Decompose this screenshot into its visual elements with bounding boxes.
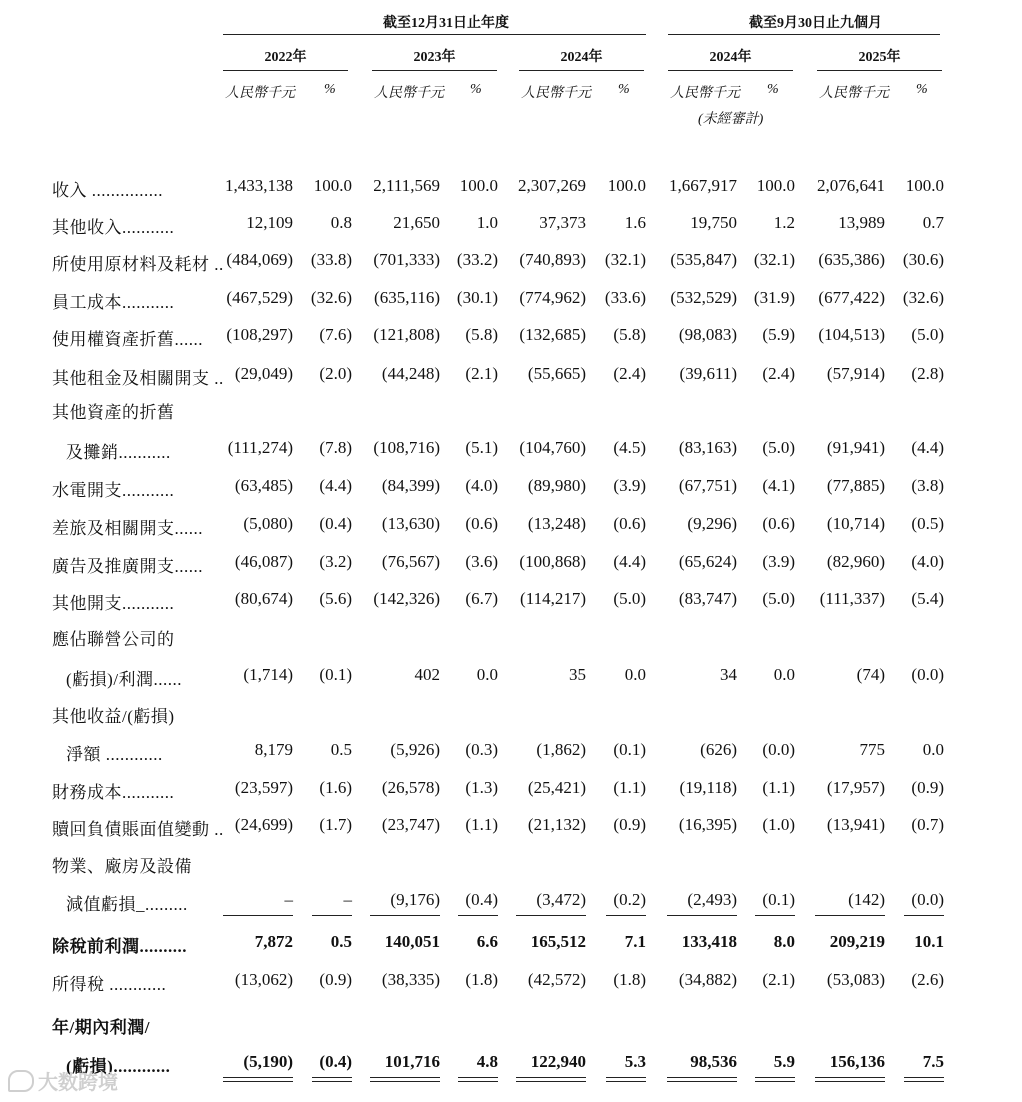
cell-r20-c5: 7.1	[624, 932, 646, 951]
cell-r2-c9: (30.6)	[902, 250, 944, 269]
column-year-4: 2025年	[858, 50, 901, 65]
cell-r8-c5: (3.9)	[613, 476, 646, 495]
cell-r20-c3: 6.6	[476, 932, 498, 951]
cell-r23-c1: (0.4)	[319, 1052, 352, 1071]
cell-r9-c8: (10,714)	[826, 514, 885, 533]
cell-r21-c2: (38,335)	[381, 970, 440, 989]
column-year-rule-2	[519, 70, 644, 71]
cell-r13-c2: 402	[414, 665, 440, 684]
row-label-9: 差旅及相關開支......	[52, 519, 203, 538]
cell-r19-c1: –	[343, 890, 352, 909]
cell-r13-c5: 0.0	[624, 665, 646, 684]
cell-r9-c5: (0.6)	[613, 514, 646, 533]
cell-r20-c6: 133,418	[681, 932, 737, 951]
row-label-3: 員工成本...........	[52, 293, 175, 312]
total-double-rule-pct-4	[904, 1077, 944, 1082]
cell-r19-c5: (0.2)	[613, 890, 646, 909]
cell-r8-c1: (4.4)	[319, 476, 352, 495]
column-year-2: 2024年	[560, 50, 603, 65]
cell-r2-c6: (535,847)	[670, 250, 737, 269]
column-unit-0: 人民幣千元	[225, 86, 295, 101]
cell-r2-c2: (701,333)	[373, 250, 440, 269]
column-year-rule-4	[817, 70, 942, 71]
cell-r16-c4: (25,421)	[527, 778, 586, 797]
cell-r8-c2: (84,399)	[381, 476, 440, 495]
row-label-7: 及攤銷...........	[66, 443, 171, 462]
cell-r17-c0: (24,699)	[234, 815, 293, 834]
cell-r1-c3: 1.0	[476, 213, 498, 232]
subtotal-rule-pct-2	[606, 915, 646, 916]
cell-r7-c4: (104,760)	[519, 438, 586, 457]
cell-r2-c8: (635,386)	[818, 250, 885, 269]
row-label-21: 所得稅 ............	[52, 975, 167, 994]
watermark	[8, 1066, 118, 1095]
cell-r0-c2: 2,111,569	[373, 176, 440, 195]
cell-r11-c9: (5.4)	[911, 589, 944, 608]
cell-r15-c9: 0.0	[922, 740, 944, 759]
cell-r17-c4: (21,132)	[527, 815, 586, 834]
cell-r2-c0: (484,069)	[226, 250, 293, 269]
subtotal-rule-pct-3	[755, 915, 795, 916]
cell-r4-c1: (7.6)	[319, 325, 352, 344]
cell-r0-c0: 1,433,138	[225, 176, 293, 195]
cell-r15-c8: 775	[859, 740, 885, 759]
column-unit-4: 人民幣千元	[819, 86, 889, 101]
cell-r10-c9: (4.0)	[911, 552, 944, 571]
cell-r15-c0: 8,179	[254, 740, 293, 759]
cell-r16-c3: (1.3)	[465, 778, 498, 797]
cell-r11-c5: (5.0)	[613, 589, 646, 608]
cell-r20-c2: 140,051	[384, 932, 440, 951]
cell-r15-c7: (0.0)	[762, 740, 795, 759]
cell-r23-c9: 7.5	[922, 1052, 944, 1071]
row-label-16: 財務成本...........	[52, 783, 175, 802]
cell-r3-c1: (32.6)	[310, 288, 352, 307]
cell-r23-c2: 101,716	[384, 1052, 440, 1071]
cell-r15-c1: 0.5	[330, 740, 352, 759]
cell-r16-c2: (26,578)	[381, 778, 440, 797]
header-group-nine-months: 截至9月30日止九個月	[749, 16, 882, 31]
cell-r17-c8: (13,941)	[826, 815, 885, 834]
cell-r21-c5: (1.8)	[613, 970, 646, 989]
cell-r5-c9: (2.8)	[911, 364, 944, 383]
subtotal-rule-amt-1	[370, 915, 440, 916]
cell-r16-c7: (1.1)	[762, 778, 795, 797]
header-rule-nine-months	[668, 34, 940, 35]
cell-r19-c0: –	[284, 890, 293, 909]
column-pct-3: %	[767, 82, 779, 97]
cell-r9-c1: (0.4)	[319, 514, 352, 533]
cell-r7-c8: (91,941)	[826, 438, 885, 457]
cell-r19-c4: (3,472)	[536, 890, 586, 909]
cell-r3-c4: (774,962)	[519, 288, 586, 307]
cell-r21-c8: (53,083)	[826, 970, 885, 989]
cell-r0-c6: 1,667,917	[669, 176, 737, 195]
cell-r13-c1: (0.1)	[319, 665, 352, 684]
row-label-19: 減值虧損_.........	[66, 895, 188, 914]
total-double-rule-amt-4	[815, 1077, 885, 1082]
cell-r10-c8: (82,960)	[826, 552, 885, 571]
cell-r2-c5: (32.1)	[604, 250, 646, 269]
cell-r15-c5: (0.1)	[613, 740, 646, 759]
cell-r19-c8: (142)	[848, 890, 885, 909]
cell-r11-c2: (142,326)	[373, 589, 440, 608]
cell-r23-c7: 5.9	[773, 1052, 795, 1071]
column-unit-1: 人民幣千元	[374, 86, 444, 101]
row-label-2: 所使用原材料及耗材 ..	[52, 255, 224, 274]
cell-r7-c7: (5.0)	[762, 438, 795, 457]
cell-r4-c5: (5.8)	[613, 325, 646, 344]
cell-r17-c6: (16,395)	[678, 815, 737, 834]
cell-r8-c7: (4.1)	[762, 476, 795, 495]
cell-r8-c0: (63,485)	[234, 476, 293, 495]
cell-r17-c7: (1.0)	[762, 815, 795, 834]
subtotal-rule-amt-0	[223, 915, 293, 916]
cell-r23-c0: (5,190)	[243, 1052, 293, 1071]
cell-r4-c3: (5.8)	[465, 325, 498, 344]
cell-r8-c4: (89,980)	[527, 476, 586, 495]
row-label-1: 其他收入...........	[52, 218, 175, 237]
cell-r5-c7: (2.4)	[762, 364, 795, 383]
subtotal-rule-amt-4	[815, 915, 885, 916]
cell-r0-c5: 100.0	[607, 176, 646, 195]
row-label-14: 其他收益/(虧損)	[52, 707, 175, 726]
cell-r17-c9: (0.7)	[911, 815, 944, 834]
column-year-rule-0	[223, 70, 348, 71]
cell-r2-c7: (32.1)	[753, 250, 795, 269]
cell-r21-c9: (2.6)	[911, 970, 944, 989]
header-group-annual: 截至12月31日止年度	[383, 16, 509, 31]
cell-r13-c7: 0.0	[773, 665, 795, 684]
row-label-23: (虧損)............	[66, 1057, 171, 1076]
watermark-text: 大数跨境	[38, 1070, 118, 1094]
cell-r16-c1: (1.6)	[319, 778, 352, 797]
subtotal-rule-amt-2	[516, 915, 586, 916]
subtotal-rule-pct-4	[904, 915, 944, 916]
cell-r3-c3: (30.1)	[456, 288, 498, 307]
cell-r23-c8: 156,136	[829, 1052, 885, 1071]
cell-r20-c9: 10.1	[914, 932, 944, 951]
cell-r13-c0: (1,714)	[243, 665, 293, 684]
cell-r3-c8: (677,422)	[818, 288, 885, 307]
row-label-13: (虧損)/利潤......	[66, 670, 183, 689]
cell-r19-c9: (0.0)	[911, 890, 944, 909]
cell-r15-c4: (1,862)	[536, 740, 586, 759]
row-label-5: 其他租金及相關開支 ..	[52, 369, 224, 388]
column-pct-4: %	[916, 82, 928, 97]
cell-r1-c7: 1.2	[773, 213, 795, 232]
column-unit-3: 人民幣千元	[670, 86, 740, 101]
cell-r20-c4: 165,512	[530, 932, 586, 951]
cell-r0-c9: 100.0	[905, 176, 944, 195]
total-double-rule-pct-0	[312, 1077, 352, 1082]
column-year-0: 2022年	[264, 50, 307, 65]
cell-r8-c8: (77,885)	[826, 476, 885, 495]
cell-r10-c1: (3.2)	[319, 552, 352, 571]
column-pct-2: %	[618, 82, 630, 97]
cell-r3-c6: (532,529)	[670, 288, 737, 307]
header-rule-annual	[223, 34, 646, 35]
total-double-rule-amt-1	[370, 1077, 440, 1082]
cell-r5-c3: (2.1)	[465, 364, 498, 383]
cell-r19-c7: (0.1)	[762, 890, 795, 909]
row-label-22: 年/期內利潤/	[52, 1018, 150, 1037]
cell-r17-c1: (1.7)	[319, 815, 352, 834]
cell-r4-c6: (98,083)	[678, 325, 737, 344]
row-label-18: 物業、廠房及設備	[52, 857, 192, 876]
cell-r1-c4: 37,373	[539, 213, 586, 232]
cell-r11-c1: (5.6)	[319, 589, 352, 608]
cell-r21-c0: (13,062)	[234, 970, 293, 989]
cell-r13-c4: 35	[569, 665, 586, 684]
cell-r9-c6: (9,296)	[687, 514, 737, 533]
cell-r16-c6: (19,118)	[679, 778, 737, 797]
cell-r7-c9: (4.4)	[911, 438, 944, 457]
cell-r21-c1: (0.9)	[319, 970, 352, 989]
column-year-rule-1	[372, 70, 497, 71]
row-label-4: 使用權資產折舊......	[52, 330, 203, 349]
cell-r23-c6: 98,536	[690, 1052, 737, 1071]
subtotal-rule-pct-0	[312, 915, 352, 916]
column-pct-0: %	[324, 82, 336, 97]
cell-r4-c2: (121,808)	[373, 325, 440, 344]
cell-r15-c3: (0.3)	[465, 740, 498, 759]
cell-r9-c0: (5,080)	[243, 514, 293, 533]
cell-r7-c2: (108,716)	[373, 438, 440, 457]
cell-r1-c0: 12,109	[246, 213, 293, 232]
cell-r7-c3: (5.1)	[465, 438, 498, 457]
column-note-3: (未經審計)	[698, 112, 764, 127]
cell-r1-c6: 19,750	[690, 213, 737, 232]
column-unit-2: 人民幣千元	[521, 86, 591, 101]
column-pct-1: %	[470, 82, 482, 97]
cell-r4-c8: (104,513)	[818, 325, 885, 344]
cell-r10-c7: (3.9)	[762, 552, 795, 571]
cell-r9-c9: (0.5)	[911, 514, 944, 533]
cell-r17-c5: (0.9)	[613, 815, 646, 834]
cell-r23-c4: 122,940	[530, 1052, 586, 1071]
cell-r21-c6: (34,882)	[678, 970, 737, 989]
row-label-11: 其他開支...........	[52, 594, 175, 613]
cell-r21-c3: (1.8)	[465, 970, 498, 989]
cell-r3-c5: (33.6)	[604, 288, 646, 307]
cell-r1-c2: 21,650	[393, 213, 440, 232]
cell-r23-c5: 5.3	[624, 1052, 646, 1071]
cell-r7-c6: (83,163)	[678, 438, 737, 457]
cell-r4-c7: (5.9)	[762, 325, 795, 344]
cell-r10-c4: (100,868)	[519, 552, 586, 571]
cell-r5-c4: (55,665)	[527, 364, 586, 383]
cell-r20-c8: 209,219	[829, 932, 885, 951]
cell-r5-c2: (44,248)	[381, 364, 440, 383]
cell-r1-c5: 1.6	[624, 213, 646, 232]
cell-r0-c4: 2,307,269	[518, 176, 586, 195]
total-double-rule-pct-1	[458, 1077, 498, 1082]
row-label-10: 廣告及推廣開支......	[52, 557, 203, 576]
cell-r2-c3: (33.2)	[456, 250, 498, 269]
cell-r23-c3: 4.8	[476, 1052, 498, 1071]
cell-r1-c9: 0.7	[922, 213, 944, 232]
row-label-6: 其他資產的折舊	[52, 403, 175, 422]
cell-r8-c3: (4.0)	[465, 476, 498, 495]
cell-r8-c6: (67,751)	[678, 476, 737, 495]
cell-r16-c9: (0.9)	[911, 778, 944, 797]
cell-r13-c6: 34	[720, 665, 737, 684]
cell-r5-c6: (39,611)	[679, 364, 737, 383]
cell-r15-c2: (5,926)	[390, 740, 440, 759]
cell-r5-c0: (29,049)	[234, 364, 293, 383]
cell-r5-c8: (57,914)	[826, 364, 885, 383]
cell-r7-c5: (4.5)	[613, 438, 646, 457]
cell-r3-c2: (635,116)	[374, 288, 440, 307]
cell-r0-c7: 100.0	[756, 176, 795, 195]
cell-r1-c1: 0.8	[330, 213, 352, 232]
cell-r16-c8: (17,957)	[826, 778, 885, 797]
total-double-rule-amt-3	[667, 1077, 737, 1082]
cell-r0-c1: 100.0	[313, 176, 352, 195]
cell-r7-c1: (7.8)	[319, 438, 352, 457]
cell-r11-c6: (83,747)	[678, 589, 737, 608]
cell-r2-c1: (33.8)	[310, 250, 352, 269]
cell-r13-c3: 0.0	[476, 665, 498, 684]
cell-r4-c9: (5.0)	[911, 325, 944, 344]
cell-r4-c0: (108,297)	[226, 325, 293, 344]
chat-bubble-icon	[8, 1070, 34, 1092]
cell-r2-c4: (740,893)	[519, 250, 586, 269]
cell-r10-c0: (46,087)	[234, 552, 293, 571]
cell-r10-c6: (65,624)	[678, 552, 737, 571]
cell-r5-c5: (2.4)	[613, 364, 646, 383]
cell-r10-c2: (76,567)	[381, 552, 440, 571]
cell-r20-c0: 7,872	[254, 932, 293, 951]
cell-r11-c3: (6.7)	[465, 589, 498, 608]
subtotal-rule-pct-1	[458, 915, 498, 916]
total-double-rule-pct-2	[606, 1077, 646, 1082]
cell-r7-c0: (111,274)	[227, 438, 293, 457]
cell-r13-c8: (74)	[856, 665, 885, 684]
cell-r10-c5: (4.4)	[613, 552, 646, 571]
cell-r21-c4: (42,572)	[527, 970, 586, 989]
cell-r19-c2: (9,176)	[390, 890, 440, 909]
cell-r9-c2: (13,630)	[381, 514, 440, 533]
total-double-rule-pct-3	[755, 1077, 795, 1082]
cell-r5-c1: (2.0)	[319, 364, 352, 383]
cell-r3-c9: (32.6)	[902, 288, 944, 307]
total-double-rule-amt-0	[223, 1077, 293, 1082]
cell-r16-c0: (23,597)	[234, 778, 293, 797]
cell-r9-c7: (0.6)	[762, 514, 795, 533]
cell-r11-c7: (5.0)	[762, 589, 795, 608]
cell-r15-c6: (626)	[700, 740, 737, 759]
cell-r8-c9: (3.8)	[911, 476, 944, 495]
cell-r0-c8: 2,076,641	[817, 176, 885, 195]
cell-r3-c7: (31.9)	[753, 288, 795, 307]
cell-r17-c2: (23,747)	[381, 815, 440, 834]
cell-r20-c1: 0.5	[330, 932, 352, 951]
cell-r11-c0: (80,674)	[234, 589, 293, 608]
cell-r9-c4: (13,248)	[527, 514, 586, 533]
cell-r19-c3: (0.4)	[465, 890, 498, 909]
cell-r13-c9: (0.0)	[911, 665, 944, 684]
cell-r1-c8: 13,989	[838, 213, 885, 232]
cell-r3-c0: (467,529)	[226, 288, 293, 307]
row-label-20: 除稅前利潤..........	[52, 937, 187, 956]
cell-r10-c3: (3.6)	[465, 552, 498, 571]
row-label-12: 應佔聯營公司的	[52, 630, 175, 649]
cell-r0-c3: 100.0	[459, 176, 498, 195]
row-label-0: 收入 ...............	[52, 181, 163, 200]
cell-r11-c8: (111,337)	[819, 589, 885, 608]
cell-r11-c4: (114,217)	[520, 589, 586, 608]
column-year-rule-3	[668, 70, 793, 71]
cell-r20-c7: 8.0	[773, 932, 795, 951]
row-label-8: 水電開支...........	[52, 481, 175, 500]
cell-r19-c6: (2,493)	[687, 890, 737, 909]
cell-r21-c7: (2.1)	[762, 970, 795, 989]
total-double-rule-amt-2	[516, 1077, 586, 1082]
cell-r16-c5: (1.1)	[613, 778, 646, 797]
cell-r4-c4: (132,685)	[519, 325, 586, 344]
subtotal-rule-amt-3	[667, 915, 737, 916]
column-year-1: 2023年	[413, 50, 456, 65]
cell-r9-c3: (0.6)	[465, 514, 498, 533]
row-label-15: 淨額 ............	[66, 745, 163, 764]
column-year-3: 2024年	[709, 50, 752, 65]
cell-r17-c3: (1.1)	[465, 815, 498, 834]
row-label-17: 贖回負債賬面值變動 ..	[52, 820, 224, 839]
